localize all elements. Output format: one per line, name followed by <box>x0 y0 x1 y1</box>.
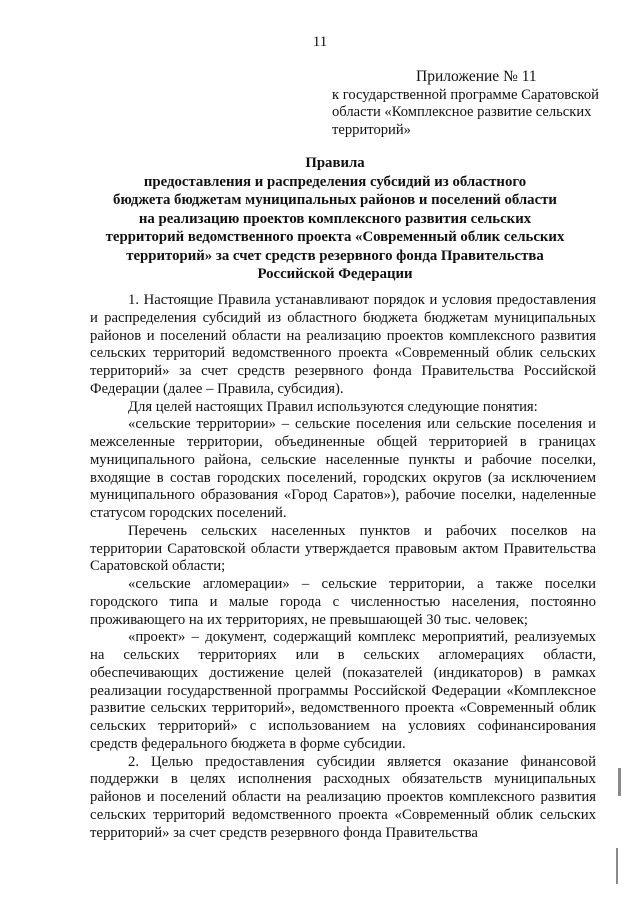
paragraph: Для целей настоящих Правил используются следующие понятия: <box>128 398 538 415</box>
page-number: 11 <box>312 34 328 50</box>
paragraph: Перечень сельских населенных пунктов и рабочих поселков на территории Саратовской области утверждается правовым актом Правительства Саратовской области; <box>90 522 596 575</box>
appendix-title: Приложение № 11 <box>416 68 537 85</box>
heading-line: территорий» за счет средств резервного фонда Правительства <box>126 247 544 264</box>
appendix-subtitle: к государственной программе Саратовской области «Комплексное развитие сельских территорий» <box>332 86 599 138</box>
heading-line: Российской Федерации <box>257 266 413 282</box>
paragraph: «сельские агломерации» – сельские территории, а также поселки городского типа и малые города с численностью населения, постоянно проживающего на их территориях, не превышающей 30 тыс. человек; <box>90 576 596 628</box>
appendix-block <box>332 68 600 139</box>
paragraph: 2. Целью предоставления субсидии является оказание финансовой поддержки в целях исполнения расходных обязательств муниципальных районов и поселений области на реализацию проектов комплексного развития сельских территорий ведомственного проекта «Современный облик сельских территорий» за счет средств резервного фонда Правительства <box>90 753 596 841</box>
heading-line: предоставления и распределения субсидий из областного <box>143 173 527 190</box>
scan-edge-mark <box>618 768 621 796</box>
heading-line: бюджета бюджетам муниципальных районов и поселений области <box>113 192 557 208</box>
body-text <box>90 292 596 842</box>
heading-line: территорий ведомственного проекта «Современный облик сельских <box>105 229 565 245</box>
heading-line: на реализацию проектов комплексного развития сельских <box>138 210 532 227</box>
heading-title: Правила <box>305 155 365 171</box>
rules-heading <box>100 154 570 284</box>
paragraph: «сельские территории» – сельские поселения или сельские поселения и межселенные территории, объединенные общей территорией в границах муниципального района, сельские населенные пункты и рабочие поселки, входящие в состав городских поселений, городских округов (за исключением муниципального образования «Город Саратов»), рабочие поселки, наделенные статусом городских поселений. <box>90 416 596 521</box>
scan-edge-mark <box>616 848 618 884</box>
paragraph: 1. Настоящие Правила устанавливают порядок и условия предоставления и распределения субсидий из областного бюджета бюджетам муниципальных районов и поселений области на реализацию проектов комплексного развития сельских территорий ведомственного проекта «Современный облик сельских территорий» за счет средств резервного фонда Правительства Российской Федерации (далее – Правила, субсидия). <box>90 292 596 397</box>
paragraph: «проект» – документ, содержащий комплекс мероприятий, реализуемых на сельских территориях или в сельских агломерациях области, обеспечивающих достижение целей (показателей (индикаторов) в рамках реализации государственной программы Российской Федерации «Комплексное развитие сельских территорий», ведомственного проекта «Современный облик сельских территорий» с использованием на условиях софинансирования средств федерального бюджета в форме субсидии. <box>90 629 596 752</box>
